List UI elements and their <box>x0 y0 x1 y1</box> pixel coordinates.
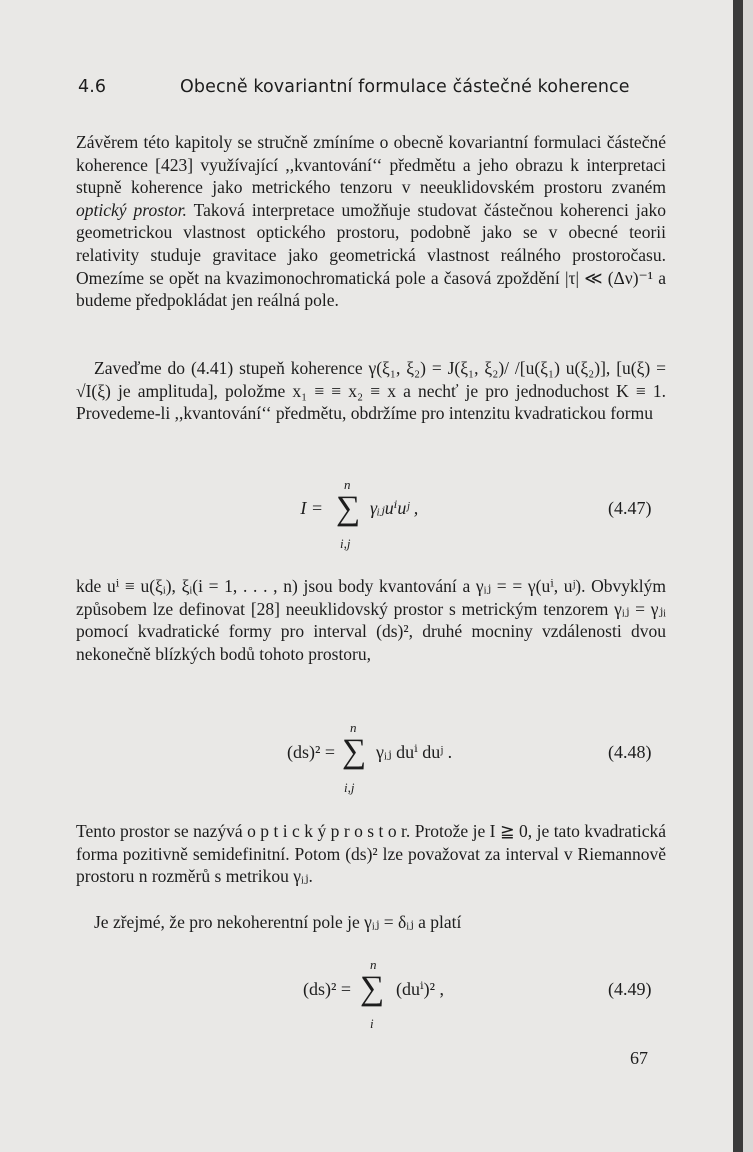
equation-lhs: (ds)² = <box>286 742 335 762</box>
sum-upper-limit: n <box>370 957 377 972</box>
paragraph-incoherent: Je zřejmé, že pro nekoherentní pole je γᵢⱼ = δᵢⱼ a platí <box>94 912 462 932</box>
sum-symbol: ∑ <box>342 733 367 770</box>
paragraph-intro-text-a: Závěrem této kapitoly se stručně zmíníme o obecně kovariantní formulaci částečné koherence [423] využívající ,,kvantování‘‘ předmětu a jeho obrazu k interpretaci stupně koherence jako metrického tenzoru v neeuklidovském prostoru zvaném <box>76 132 666 198</box>
sum-upper-limit: n <box>350 720 357 735</box>
paragraph-metric: kde uⁱ ≡ u(ξᵢ), ξᵢ(i = 1, . . . , n) jsou body kvantování a γᵢⱼ = = γ(uⁱ, uʲ). Obvyklým způsobem lze definovat [28] neeuklidovský prostor s metrickým tenzorem γᵢⱼ = γⱼᵢ pomocí kvadratické formy pro interval (ds)², druhé mocniny vzdálenosti dvou nekonečně blízkých bodů tohoto prostoru, <box>76 576 666 664</box>
equation-lhs: (ds)² = <box>302 979 351 999</box>
paragraph-intro-text-b: Taková interpretace umožňuje studovat částečnou koherenci jako geometrickou vlastnost optického prostoru, podobně jako se v obecné teorii relativity studuje gravitace jako geometrická vlastnost reálného prostoročasu. Omezíme se opět na kvazimonochromatická pole a časová zpoždění |τ| ≪ (Δν)⁻¹ a budeme předpokládat jen reálná pole. <box>76 199 667 311</box>
page-number: 67 <box>630 1048 648 1068</box>
paragraph-intro <box>76 131 666 312</box>
paragraph-definition: Zaveďme do (4.41) stupeň koherence γ(ξ₁, ξ₂) = J(ξ₁, ξ₂)/ /[u(ξ₁) u(ξ₂)], [u(ξ) = √I(ξ) je amplituda], položme x₁ ≡ ≡ x₂ ≡ x a nechť je pro jednoduchost K ≡ 1. Provedeme-li ,,kvantování‘‘ předmětu, obdržíme pro intenzitu kvadratickou formu <box>76 358 666 424</box>
equation-rhs: γᵢⱼ duⁱ duʲ . <box>376 742 453 762</box>
section-number: 4.6 <box>78 77 107 97</box>
paragraph-optical-space: Tento prostor se nazývá o p t i c k ý p r o s t o r. Protože je I ≧ 0, je tato kvadratická forma pozitivně semidefinitní. Potom (ds)² lze považovat za interval v Riemannově prostoru n rozměrů s metrikou γᵢⱼ. <box>76 821 666 887</box>
sum-symbol: ∑ <box>336 490 361 527</box>
equation-rhs: (duⁱ)² , <box>396 979 445 999</box>
section-title: Obecně kovariantní formulace částečné koherence <box>180 77 630 97</box>
equation-rhs: γᵢⱼuⁱuʲ , <box>370 498 419 518</box>
page-edge-shadow <box>733 0 743 1152</box>
sum-symbol: ∑ <box>360 970 385 1007</box>
sum-lower-limit: i,j <box>340 536 351 551</box>
equation-number: (4.48) <box>608 742 652 762</box>
paragraph-intro-italic-term: optický prostor. <box>76 199 187 220</box>
equation-number: (4.47) <box>608 498 652 518</box>
equation-lhs: I = <box>300 498 323 518</box>
sum-lower-limit: i,j <box>344 780 355 795</box>
sum-lower-limit: i <box>370 1016 374 1031</box>
equation-number: (4.49) <box>608 979 652 999</box>
sum-upper-limit: n <box>344 477 351 492</box>
